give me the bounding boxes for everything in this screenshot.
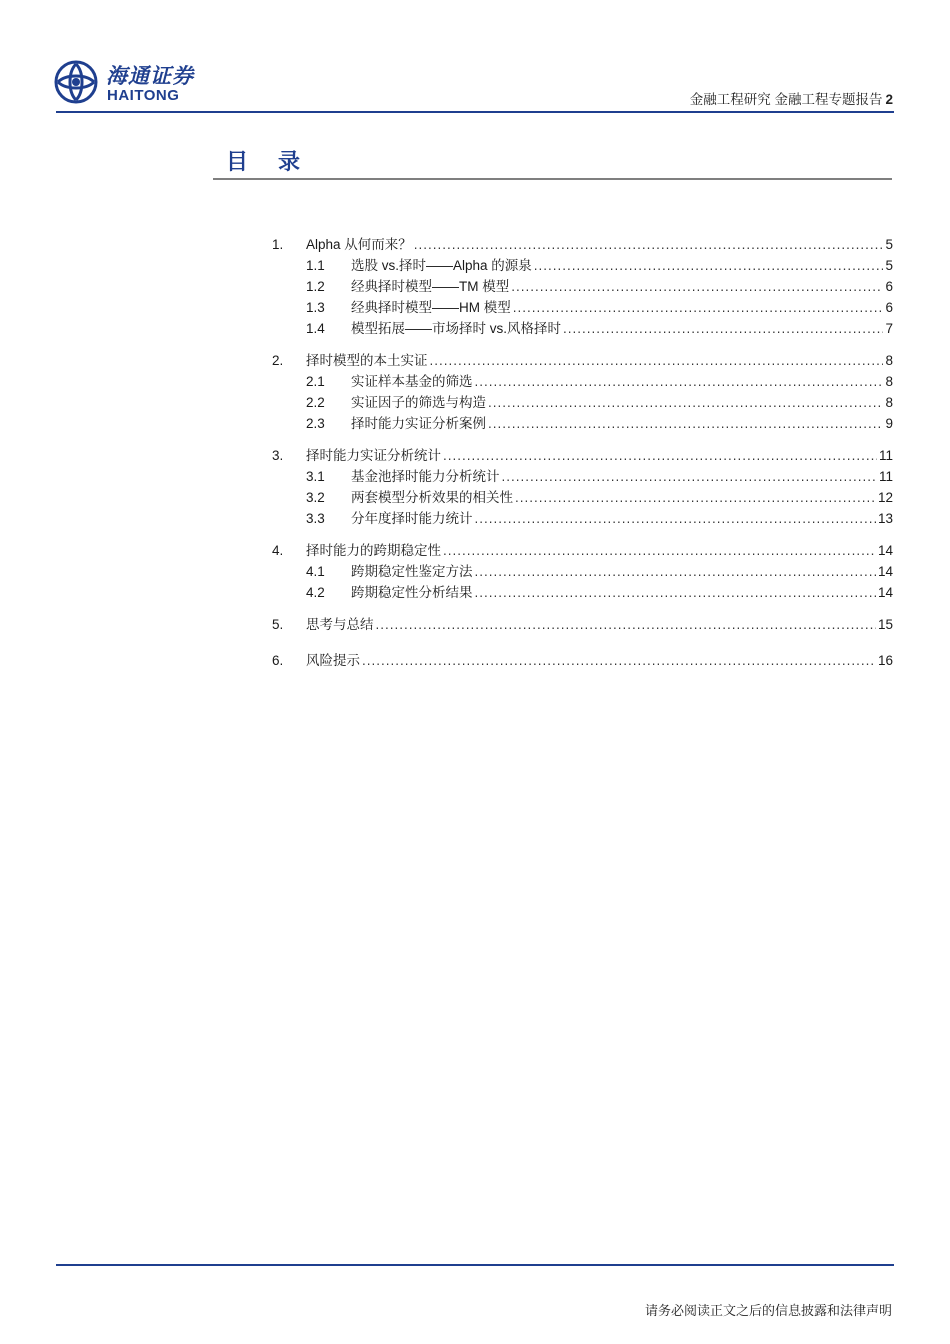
toc-leader-dots — [362, 650, 876, 671]
toc-entry-number: 2.1 — [306, 374, 325, 389]
toc-entry-number: 5. — [272, 617, 284, 632]
toc-entry-page: 5 — [885, 237, 893, 252]
toc-entry-number: 2. — [272, 353, 284, 368]
toc-entry-text: 两套模型分析效果的相关性 — [351, 490, 513, 505]
toc-leader-dots — [563, 318, 883, 339]
toc-leader-dots — [515, 487, 876, 508]
toc-title-divider — [213, 178, 892, 180]
toc-entry-page: 13 — [877, 511, 893, 526]
toc-entry-text: 分年度择时能力统计 — [351, 511, 473, 526]
toc-entry[interactable] — [272, 318, 893, 339]
toc-entry[interactable] — [272, 255, 893, 276]
report-type: 金融工程研究 金融工程专题报告 — [689, 92, 883, 107]
toc-entry-page: 14 — [877, 564, 893, 579]
toc-entry-page: 12 — [877, 490, 893, 505]
toc-entry-text: 实证因子的筛选与构造 — [351, 395, 486, 410]
toc-leader-dots — [488, 413, 883, 434]
toc-entry-page: 9 — [885, 416, 893, 431]
toc-entry[interactable] — [272, 350, 893, 371]
toc-entry-page: 15 — [877, 617, 893, 632]
toc-entry-page: 6 — [885, 279, 893, 294]
toc-entry-number: 3. — [272, 448, 284, 463]
toc-entry-page: 5 — [885, 258, 893, 273]
toc-entry-number: 2.3 — [306, 416, 325, 431]
footer-divider — [56, 1264, 894, 1266]
toc-entry-page: 16 — [877, 653, 893, 668]
toc-entry-text: 实证样本基金的筛选 — [351, 374, 473, 389]
toc-entry-number: 1.1 — [306, 258, 325, 273]
toc-leader-dots — [443, 540, 876, 561]
toc-entry-number: 2.2 — [306, 395, 325, 410]
toc-entry-text: 经典择时模型——HM 模型 — [351, 300, 511, 315]
toc-entry[interactable] — [272, 466, 893, 487]
toc-entry[interactable] — [272, 487, 893, 508]
toc-entry-page: 14 — [877, 543, 893, 558]
toc-leader-dots — [475, 582, 876, 603]
toc-leader-dots — [475, 508, 876, 529]
header-report-info — [690, 88, 893, 108]
haitong-emblem-icon — [54, 60, 98, 104]
toc-leader-dots — [376, 614, 876, 635]
toc-entry-text: 思考与总结 — [306, 617, 374, 632]
toc-leader-dots — [414, 234, 884, 255]
toc-leader-dots — [488, 392, 883, 413]
logo-english-text: HAITONG — [107, 87, 180, 104]
toc-entry[interactable] — [272, 234, 893, 255]
toc-entry-text: 择时模型的本土实证 — [306, 353, 428, 368]
toc-entry[interactable] — [272, 561, 893, 582]
toc-entry-page: 8 — [885, 395, 893, 410]
toc-entry-page: 11 — [878, 469, 893, 484]
toc-leader-dots — [534, 255, 884, 276]
toc-entry-number: 4. — [272, 543, 284, 558]
header-divider — [56, 111, 894, 113]
toc-entry[interactable] — [272, 392, 893, 413]
toc-entry-text: 模型拓展——市场择时 vs.风格择时 — [351, 321, 562, 336]
toc-leader-dots — [430, 350, 884, 371]
toc-entry[interactable] — [272, 413, 893, 434]
page-number: 2 — [885, 92, 893, 107]
toc-entry-number: 3.1 — [306, 469, 325, 484]
toc-entry[interactable] — [272, 650, 893, 671]
toc-entry[interactable] — [272, 445, 893, 466]
toc-entry-number: 1.4 — [306, 321, 325, 336]
toc-entry-text: 跨期稳定性鉴定方法 — [351, 564, 473, 579]
toc-entry-page: 6 — [885, 300, 893, 315]
toc-entry-page: 7 — [885, 321, 893, 336]
toc-leader-dots — [475, 371, 884, 392]
toc-entry[interactable] — [272, 297, 893, 318]
toc-entry[interactable] — [272, 614, 893, 635]
toc-leader-dots — [511, 276, 883, 297]
toc-entry-number: 4.1 — [306, 564, 325, 579]
toc-leader-dots — [513, 297, 884, 318]
toc-entry[interactable] — [272, 582, 893, 603]
toc-entry-number: 4.2 — [306, 585, 325, 600]
toc-entry-number: 3.2 — [306, 490, 325, 505]
toc-entry-text: Alpha 从何而来？ — [306, 237, 412, 252]
logo-chinese-text: 海通证券 — [106, 63, 194, 88]
toc-entry-text: 择时能力的跨期稳定性 — [306, 543, 441, 558]
toc-entry-number: 1.2 — [306, 279, 325, 294]
toc-entry-number: 1. — [272, 237, 284, 252]
toc-leader-dots — [502, 466, 877, 487]
toc-entry[interactable] — [272, 540, 893, 561]
haitong-logo — [54, 60, 214, 106]
toc-leader-dots — [475, 561, 876, 582]
toc-entry[interactable] — [272, 371, 893, 392]
toc-entry-number: 6. — [272, 653, 284, 668]
toc-title: 目录 — [226, 150, 331, 175]
table-of-contents — [272, 234, 893, 671]
toc-entry-number: 1.3 — [306, 300, 325, 315]
toc-leader-dots — [443, 445, 877, 466]
toc-entry-text: 选股 vs.择时——Alpha 的源泉 — [351, 258, 532, 273]
toc-entry[interactable] — [272, 276, 893, 297]
toc-entry[interactable] — [272, 508, 893, 529]
toc-entry-text: 风险提示 — [306, 653, 360, 668]
footer-disclaimer: 请务必阅读正文之后的信息披露和法律声明 — [644, 1303, 892, 1318]
toc-entry-text: 跨期稳定性分析结果 — [351, 585, 473, 600]
toc-entry-text: 经典择时模型——TM 模型 — [351, 279, 510, 294]
toc-entry-page: 8 — [885, 374, 893, 389]
toc-entry-number: 3.3 — [306, 511, 325, 526]
toc-entry-page: 14 — [877, 585, 893, 600]
toc-entry-page: 8 — [885, 353, 893, 368]
toc-entry-text: 择时能力实证分析统计 — [306, 448, 441, 463]
toc-entry-text: 择时能力实证分析案例 — [351, 416, 486, 431]
toc-entry-text: 基金池择时能力分析统计 — [351, 469, 500, 484]
toc-entry-page: 11 — [878, 448, 893, 463]
